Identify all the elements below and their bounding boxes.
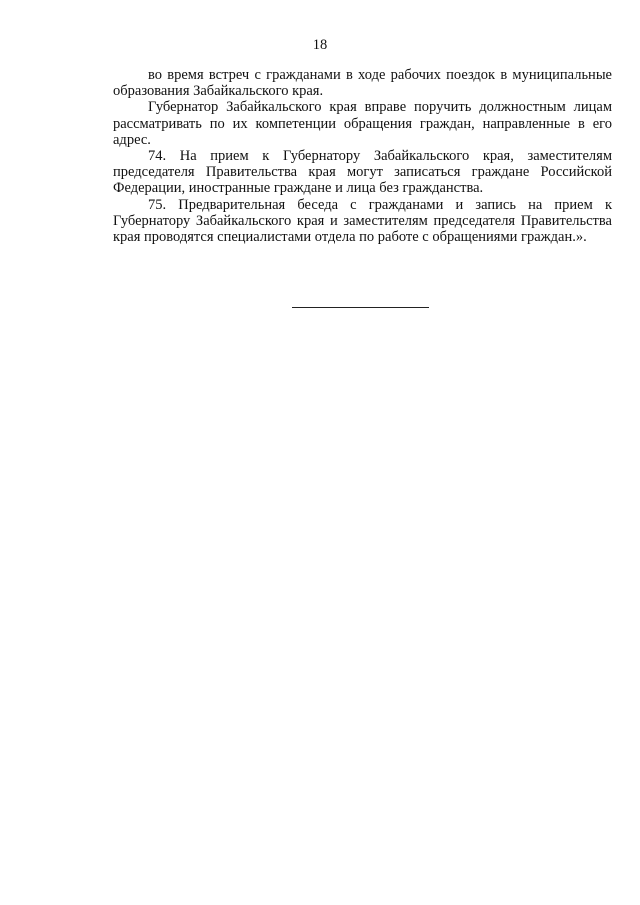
end-separator-line (292, 307, 429, 308)
document-body (113, 67, 612, 245)
page-number: 18 (312, 37, 328, 53)
paragraph-item-74: 74. На прием к Губернатору Забайкальского края, заместителям председателя Правительства края могут записаться граждане Российской Федерации, иностранные граждане и лица без гражданства. (113, 148, 612, 197)
paragraph-item-75: 75. Предварительная беседа с гражданами и запись на прием к Губернатору Забайкальского края и заместителям председателя Правительства края проводятся специалистами отдела по работе с обращениями граждан.». (113, 196, 612, 246)
paragraph-governor-instruction: Губернатор Забайкальского края вправе поручить должностным лицам рассматривать по их компетенции обращения граждан, направленные в его адрес. (113, 99, 612, 148)
paragraph-continuation: во время встреч с гражданами в ходе рабочих поездок в муниципальные образования Забайкальского края. (113, 67, 612, 100)
